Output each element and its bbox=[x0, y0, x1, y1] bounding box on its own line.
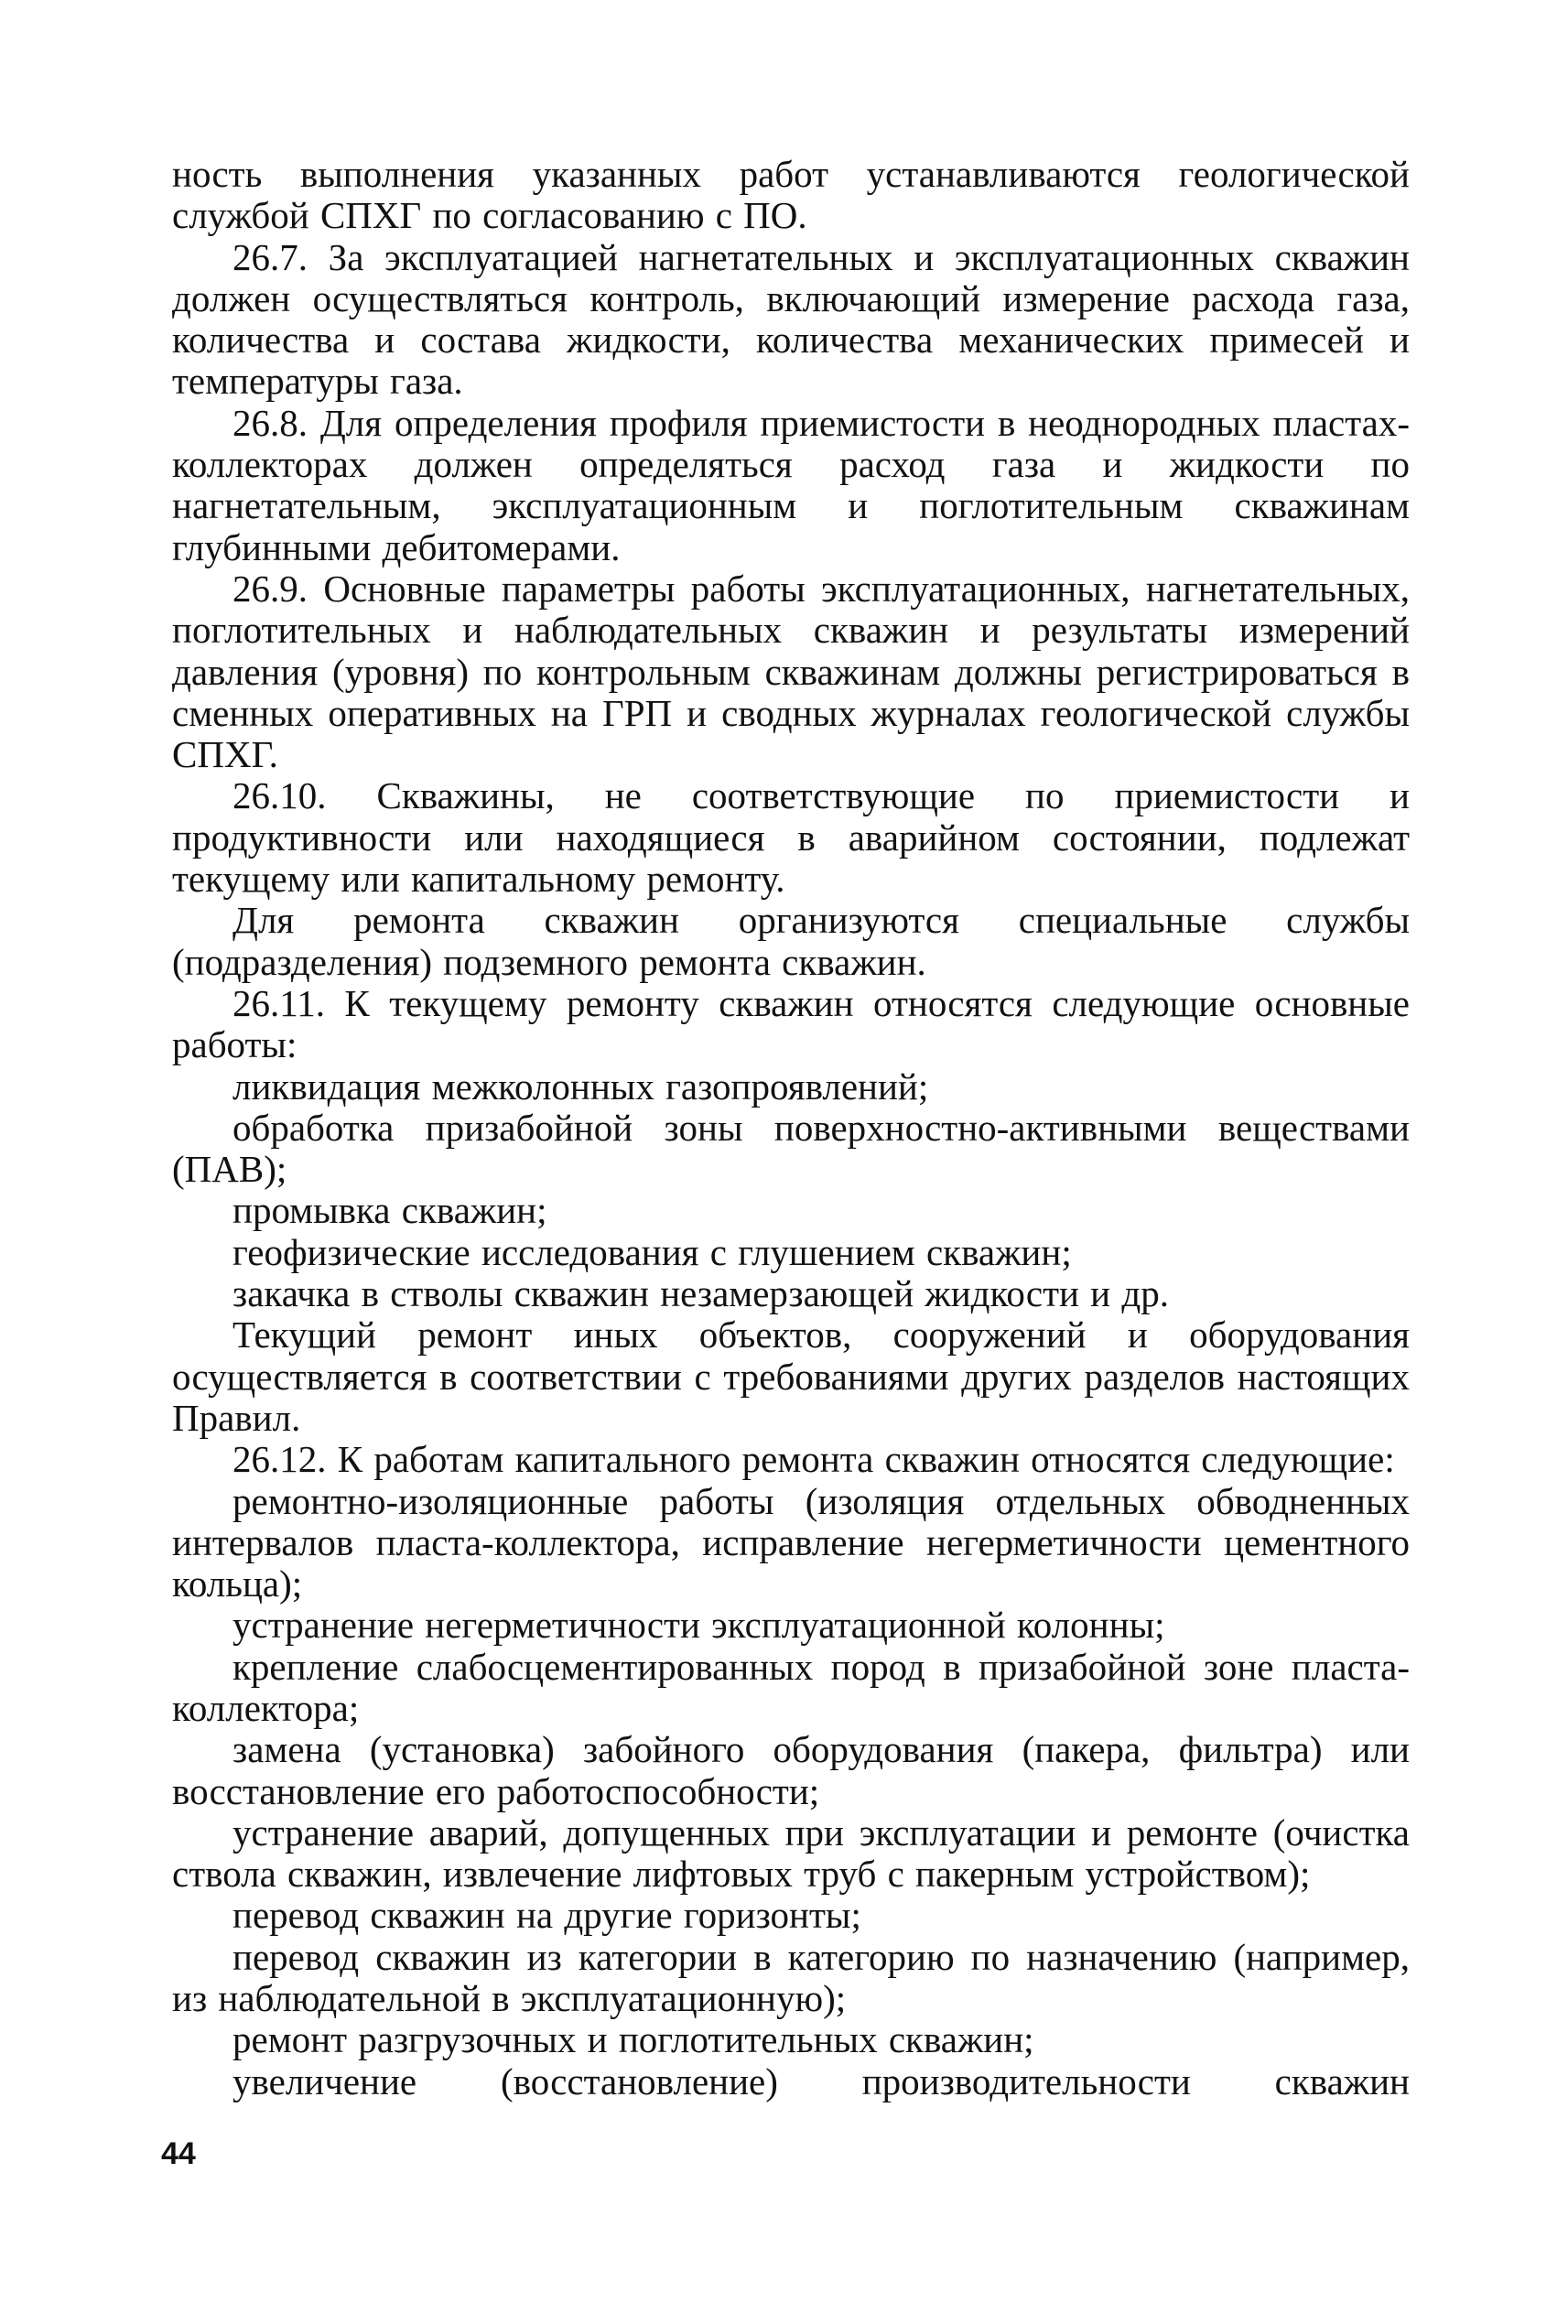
list-item: перевод скважин из категории в категорию по назначению (например, из наблюдательной в эксплуатационную); bbox=[172, 1935, 1410, 2020]
list-item: увеличение (восстановление) производительности скважин bbox=[232, 2059, 1410, 2102]
list-item: замена (установка) забойного оборудования (пакера, фильтра) или восстановление его работоспособности; bbox=[172, 1728, 1410, 1812]
paragraph-repair-services: Для ремонта скважин организуются специальные службы (подразделения) подземного ремонта скважин. bbox=[172, 899, 1410, 983]
paragraph-26-12: 26.12. К работам капитального ремонта скважин относятся следующие: bbox=[232, 1438, 1395, 1481]
paragraph-26-11: 26.11. К текущему ремонту скважин относятся следующие основные работы: bbox=[172, 981, 1410, 1066]
page-number: 44 bbox=[161, 2136, 196, 2171]
paragraph-continuation: ность выполнения указанных работ устанавливаются геологической службой СПХГ по согласованию с ПО. bbox=[172, 153, 1410, 237]
list-item: ремонтно-изоляционные работы (изоляция отдельных обводненных интервалов пласта-коллектора, исправление негерметичности цементного кольца); bbox=[172, 1479, 1410, 1605]
list-item: геофизические исследования с глушением скважин; bbox=[232, 1230, 1072, 1273]
list-item: ремонт разгрузочных и поглотительных скважин; bbox=[232, 2018, 1034, 2061]
list-item: обработка призабойной зоны поверхностно-активными веществами (ПАВ); bbox=[172, 1106, 1410, 1191]
paragraph-26-9: 26.9. Основные параметры работы эксплуатационных, нагнетательных, поглотительных и наблюдательных скважин и результаты измерений давления (уровня) по контрольным скважинам должны регистрироваться в сменных оперативных на ГРП и сводных журналах геологической службы СПХГ. bbox=[172, 567, 1410, 776]
list-item: промывка скважин; bbox=[232, 1189, 547, 1232]
paragraph-26-7: 26.7. За эксплуатацией нагнетательных и эксплуатационных скважин должен осуществляться контроль, включающий измерение расхода газа, количества и состава жидкости, количества механических примесей и температуры газа. bbox=[172, 235, 1410, 403]
list-item: устранение аварий, допущенных при эксплуатации и ремонте (очистка ствола скважин, извлечение лифтовых труб с пакерным устройством); bbox=[172, 1811, 1410, 1896]
list-item: устранение негерметичности эксплуатационной колонны; bbox=[232, 1604, 1165, 1647]
list-item: закачка в стволы скважин незамерзающей жидкости и др. bbox=[232, 1272, 1169, 1315]
document-page bbox=[172, 154, 1410, 2102]
paragraph-current-repair: Текущий ремонт иных объектов, сооружений и оборудования осуществляется в соответствии с требованиями других разделов настоящих Правил. bbox=[172, 1313, 1410, 1439]
list-item: крепление слабосцементированных пород в призабойной зоне пласта-коллектора; bbox=[172, 1645, 1410, 1729]
list-item: перевод скважин на другие горизонты; bbox=[232, 1894, 861, 1937]
paragraph-26-8: 26.8. Для определения профиля приемистости в неоднородных пластах-коллекторах должен определяться расход газа и жидкости по нагнетательным, эксплуатационным и поглотительным скважинам глубинными дебитомерами. bbox=[172, 401, 1410, 568]
list-item: ликвидация межколонных газопроявлений; bbox=[232, 1065, 929, 1108]
paragraph-26-10: 26.10. Скважины, не соответствующие по приемистости и продуктивности или находящиеся в аварийном состоянии, подлежат текущему или капитальному ремонту. bbox=[172, 774, 1410, 901]
